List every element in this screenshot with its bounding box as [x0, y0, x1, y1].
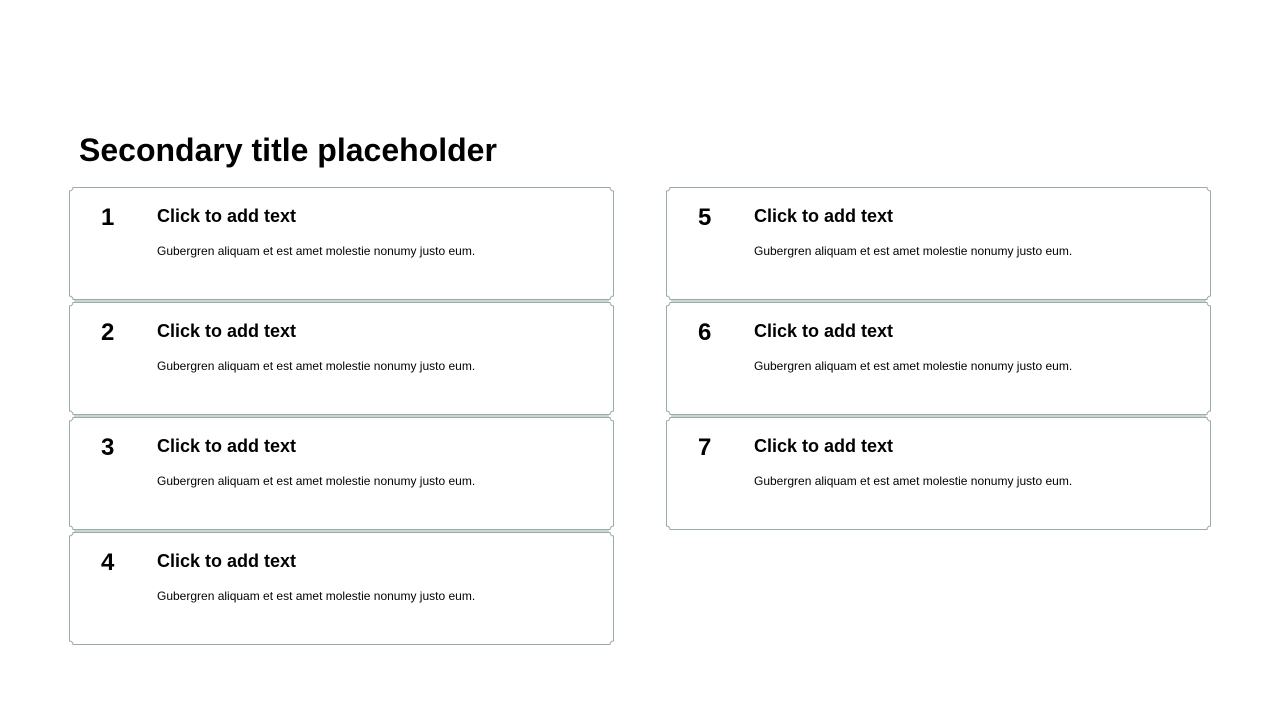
item-number: 1 [101, 204, 115, 231]
item-body[interactable]: Gubergren aliquam et est amet molestie nonumy justo eum. [754, 474, 1073, 488]
item-body[interactable]: Gubergren aliquam et est amet molestie nonumy justo eum. [157, 244, 476, 258]
slide-title[interactable]: Secondary title placeholder [79, 132, 497, 168]
item-heading[interactable]: Click to add text [754, 321, 894, 341]
item-heading[interactable]: Click to add text [157, 551, 297, 571]
item-heading[interactable]: Click to add text [157, 436, 297, 456]
item-number: 4 [101, 549, 115, 576]
item-heading[interactable]: Click to add text [754, 206, 894, 226]
item-number: 6 [698, 319, 712, 346]
item-heading[interactable]: Click to add text [157, 206, 297, 226]
item-number: 3 [101, 434, 115, 461]
item-number: 7 [698, 434, 712, 461]
item-body[interactable]: Gubergren aliquam et est amet molestie nonumy justo eum. [157, 359, 476, 373]
item-body[interactable]: Gubergren aliquam et est amet molestie nonumy justo eum. [754, 244, 1073, 258]
item-body[interactable]: Gubergren aliquam et est amet molestie nonumy justo eum. [157, 474, 476, 488]
item-number: 2 [101, 319, 115, 346]
item-number: 5 [698, 204, 712, 231]
item-heading[interactable]: Click to add text [754, 436, 894, 456]
item-heading[interactable]: Click to add text [157, 321, 297, 341]
item-body[interactable]: Gubergren aliquam et est amet molestie nonumy justo eum. [754, 359, 1073, 373]
item-body[interactable]: Gubergren aliquam et est amet molestie nonumy justo eum. [157, 589, 476, 603]
